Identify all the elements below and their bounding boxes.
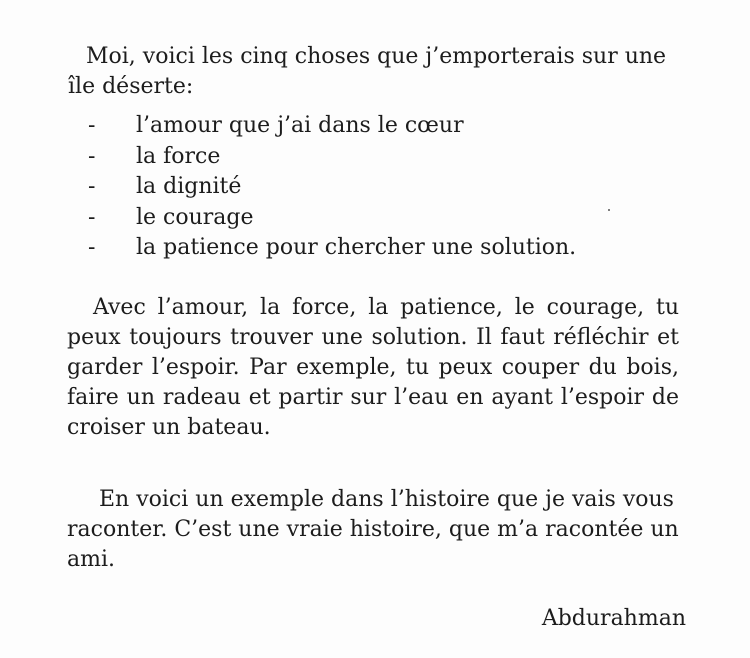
list-item-text: la patience pour chercher une solution. <box>136 235 577 260</box>
list-item <box>88 172 576 203</box>
dash-marker: - <box>88 113 96 138</box>
items-list <box>88 111 576 264</box>
list-item <box>88 142 576 173</box>
list-item-text: l’amour que j’ai dans le cœur <box>136 113 464 138</box>
list-item-text: la dignité <box>136 174 242 199</box>
intro-paragraph: Moi, voici les cinq choses que j’emporterais sur une île déserte: <box>68 44 667 99</box>
list-item <box>88 233 576 264</box>
list-item-text: la force <box>136 143 221 169</box>
list-item-text: le courage <box>136 204 254 230</box>
body-paragraph: Avec l’amour, la force, la patience, le courage, tu peux toujours trouver une solution. Il faut réfléchir et garder l’espoir. Par exemple, tu peux couper du bois, faire un radeau et partir sur l’eau en ayant l’espoir de croiser un bateau. <box>67 295 679 440</box>
dash-marker: - <box>88 174 96 199</box>
list-item <box>88 203 576 234</box>
signature: Abdurahman <box>541 606 686 631</box>
ink-speck <box>608 209 610 211</box>
body-paragraph: En voici un exemple dans l’histoire que je vais vous raconter. C’est une vraie histoire, que m’a racontée un ami. <box>67 487 679 572</box>
dash-marker: - <box>88 204 96 230</box>
dash-marker: - <box>88 143 96 169</box>
dash-marker: - <box>88 235 96 260</box>
list-item <box>88 111 576 142</box>
